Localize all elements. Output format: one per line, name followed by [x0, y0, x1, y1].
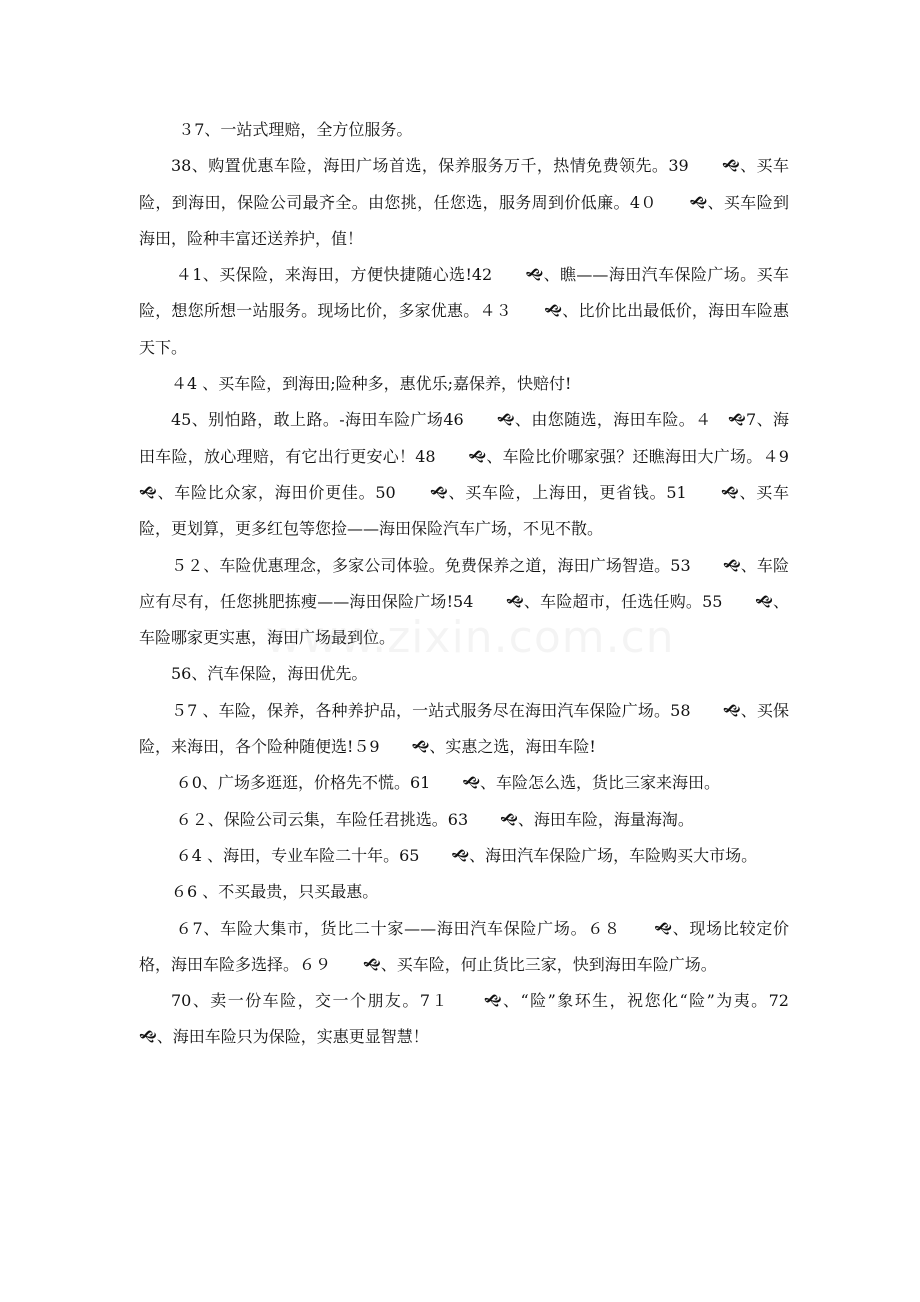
- paragraph: ５7 、车险，保养，各种养护品，一站式服务尽在海田汽车保险广场。58 🙝、买保险，来海田，各个险种随便选!５9 🙝、实惠之选，海田车险!: [139, 700, 789, 757]
- paragraph: ４4 、买车险，到海田;险种多，惠优乐;嘉保养，快赔付!: [171, 374, 572, 394]
- paragraph: ６6 、不买最贵，只买最惠。: [171, 882, 379, 902]
- paragraph: ６0、广场多逛逛，价格先不慌。61 🙝、车险怎么选，货比三家来海田。: [175, 773, 721, 793]
- paragraph: ３7、一站式理赔，全方位服务。: [178, 120, 413, 139]
- paragraph: 38、购置优惠车险，海田广场首选，保养服务万千，热情免费领先。39 🙝、买车险，到海田，保险公司最齐全。由您挑，任您选，服务周到价低廉。4０ 🙝、买车险到海田，险种丰富还送养护，值！: [139, 156, 789, 248]
- paragraph: ６7、车险大集市，货比二十家——海田汽车保险广场。６８ 🙝、现场比较定价格，海田车险多选择。６９ 🙝、买车险，何止货比三家，快到海田车险广场。: [139, 918, 789, 974]
- paragraph: ４1、买保险，来海田，方便快捷随心选!42 🙝、瞧——海田汽车保险广场。买车险，想您所想一站服务。现场比价，多家优惠。４３ 🙝、比价比出最低价，海田车险惠天下。: [139, 265, 789, 357]
- paragraph: 56、汽车保险，海田优先。: [171, 664, 368, 684]
- paragraph: ６4 、海田，专业车险二十年。65 🙝、海田汽车保险广场，车险购买大市场。: [175, 845, 758, 865]
- paragraph: 45、别怕路，敢上路。-海田车险广场46 🙝、由您随选，海田车险。４ 🙝7、海田车险，放心理赔，有它出行更安心！48 🙝、车险比价哪家强？还瞧海田大广场。４9 🙝、车险比众家，海田价更佳。50 🙝、买车险，上海田，更省钱。51 🙝、买车险，更划算，更多红包等您捡——海田保险汽车广场，不见不散。: [139, 410, 822, 539]
- paragraph: ６２、保险公司云集，车险任君挑选。63 🙝、海田车险，海量海淘。: [175, 809, 694, 829]
- paragraph: 70、卖一份车险，交一个朋友。7１ 🙝、“险”象环生，祝您化“险”为夷。72 🙝、海田车险只为保险，实惠更显智慧！: [139, 991, 822, 1047]
- paragraph: ５２、车险优惠理念，多家公司体验。免费保养之道，海田广场智造。53 🙝、车险应有尽有，任您挑肥拣瘦——海田保险广场!54 🙝、车险超市，任选任购。55 🙝、车险哪家更实惠，海田广场最到位。: [139, 555, 789, 648]
- document-body: [139, 112, 822, 1056]
